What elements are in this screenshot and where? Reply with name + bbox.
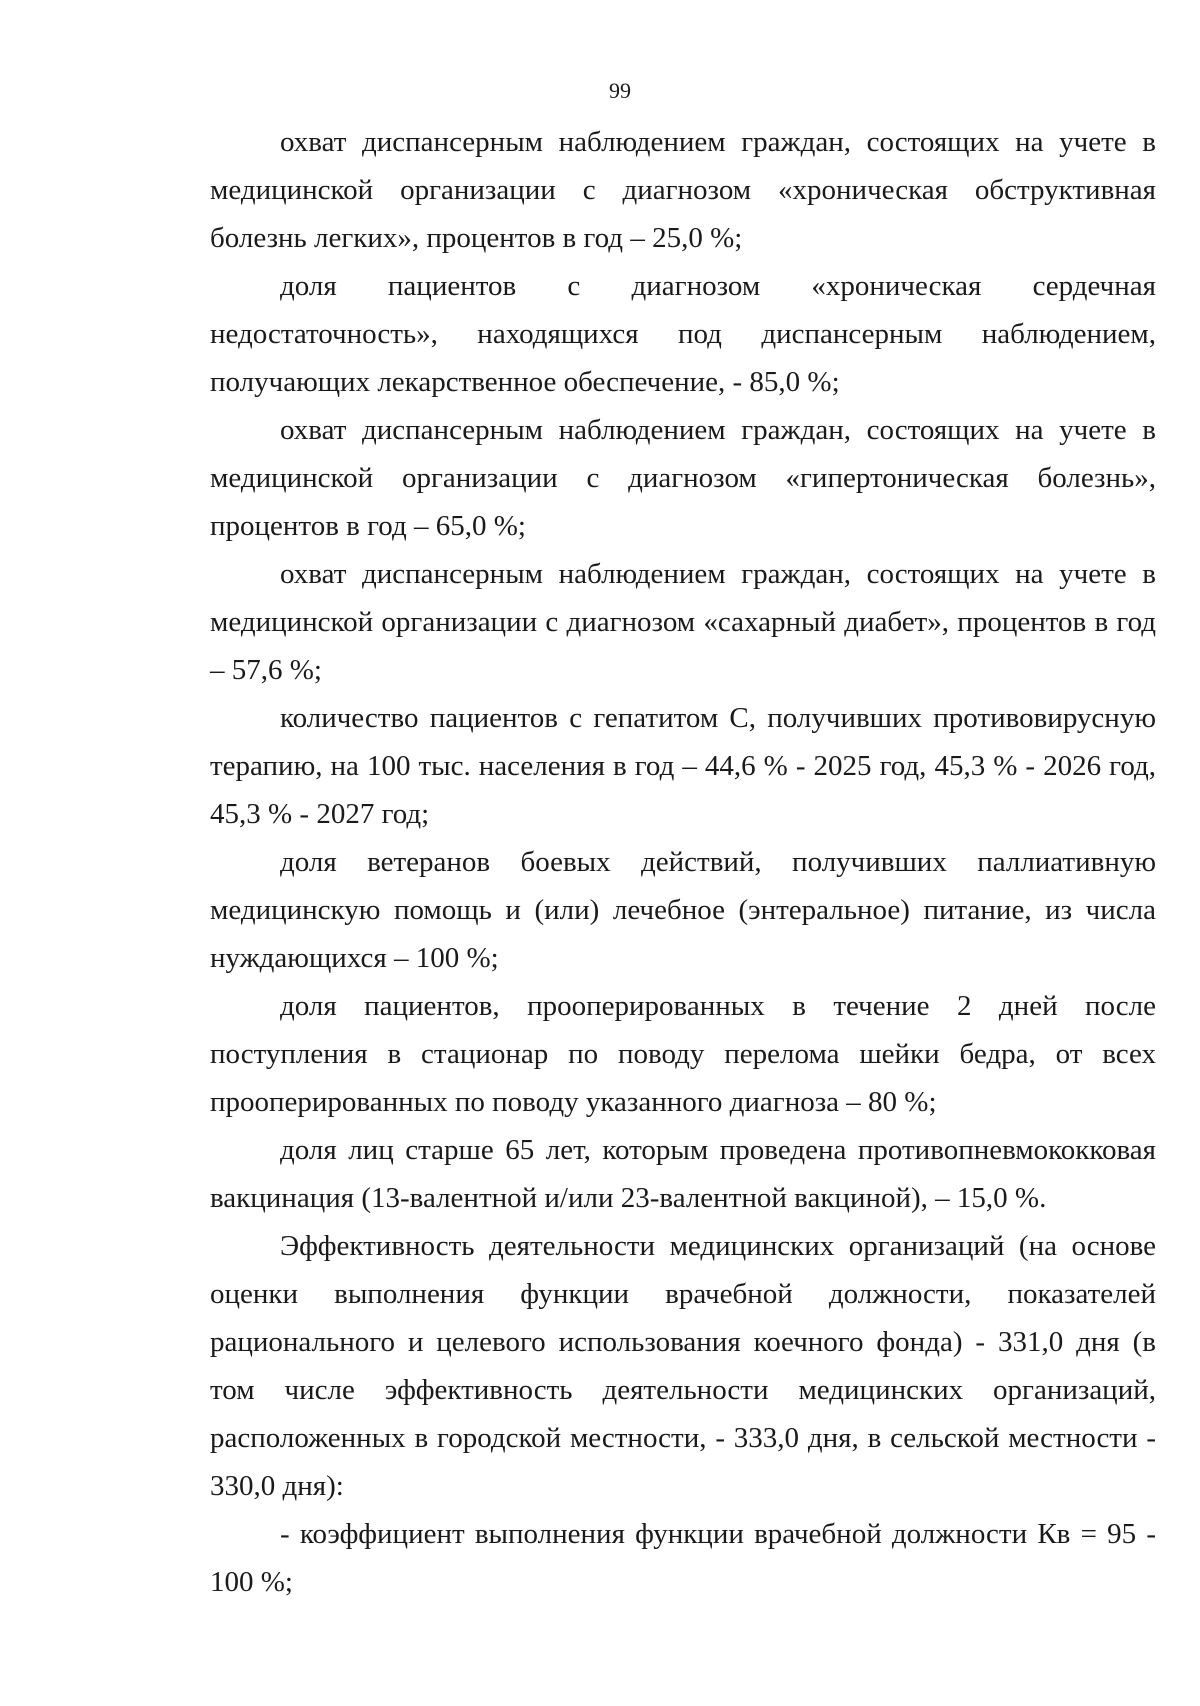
paragraph-diabetes-coverage: охват диспансерным наблюдением граждан, состоящих на учете в медицинской организации с диагнозом «сахарный диабет», процентов в год – 57,6 %; [210,558,1156,686]
paragraph-heart-failure-share: доля пациентов с диагнозом «хроническая сердечная недостаточность», находящихся под диспансерным наблюдением, получающих лекарственное обеспечение, - 85,0 %; [210,270,1156,398]
paragraph-pneumococcal-vaccination: доля лиц старше 65 лет, которым проведена противопневмококковая вакцинация (13-валентной и/или 23-валентной вакциной), – 15,0 %. [210,1134,1156,1214]
paragraph-hypertension-coverage: охват диспансерным наблюдением граждан, состоящих на учете в медицинской организации с диагнозом «гипертоническая болезнь», процентов в год – 65,0 %; [210,414,1156,542]
document-body [210,118,1156,1606]
page-number: 99 [609,78,631,103]
paragraph-physician-function-coefficient: - коэффициент выполнения функции врачебной должности Кв = 95 - 100 %; [210,1518,1156,1598]
paragraph-organization-efficiency: Эффективность деятельности медицинских организаций (на основе оценки выполнения функции врачебной должности, показателей рационального и целевого использования коечного фонда) - 331,0 дня (в том числе эффективность деятельности медицинских организаций, расположенных в городской местности, - 333,0 дня, в сельской местности - 330,0 дня): [210,1230,1156,1502]
paragraph-hepatitis-c-therapy: количество пациентов с гепатитом С, получивших противовирусную терапию, на 100 тыс. населения в год – 44,6 % - 2025 год, 45,3 % - 2026 год, 45,3 % - 2027 год; [210,702,1156,830]
paragraph-veterans-palliative: доля ветеранов боевых действий, получивших паллиативную медицинскую помощь и (или) лечебное (энтеральное) питание, из числа нуждающихся – 100 %; [210,846,1156,974]
paragraph-hip-fracture-surgery: доля пациентов, прооперированных в течение 2 дней после поступления в стационар по поводу перелома шейки бедра, от всех прооперированных по поводу указанного диагноза – 80 %; [210,990,1156,1118]
paragraph-copd-coverage: охват диспансерным наблюдением граждан, состоящих на учете в медицинской организации с диагнозом «хроническая обструктивная болезнь легких», процентов в год – 25,0 %; [210,126,1156,254]
